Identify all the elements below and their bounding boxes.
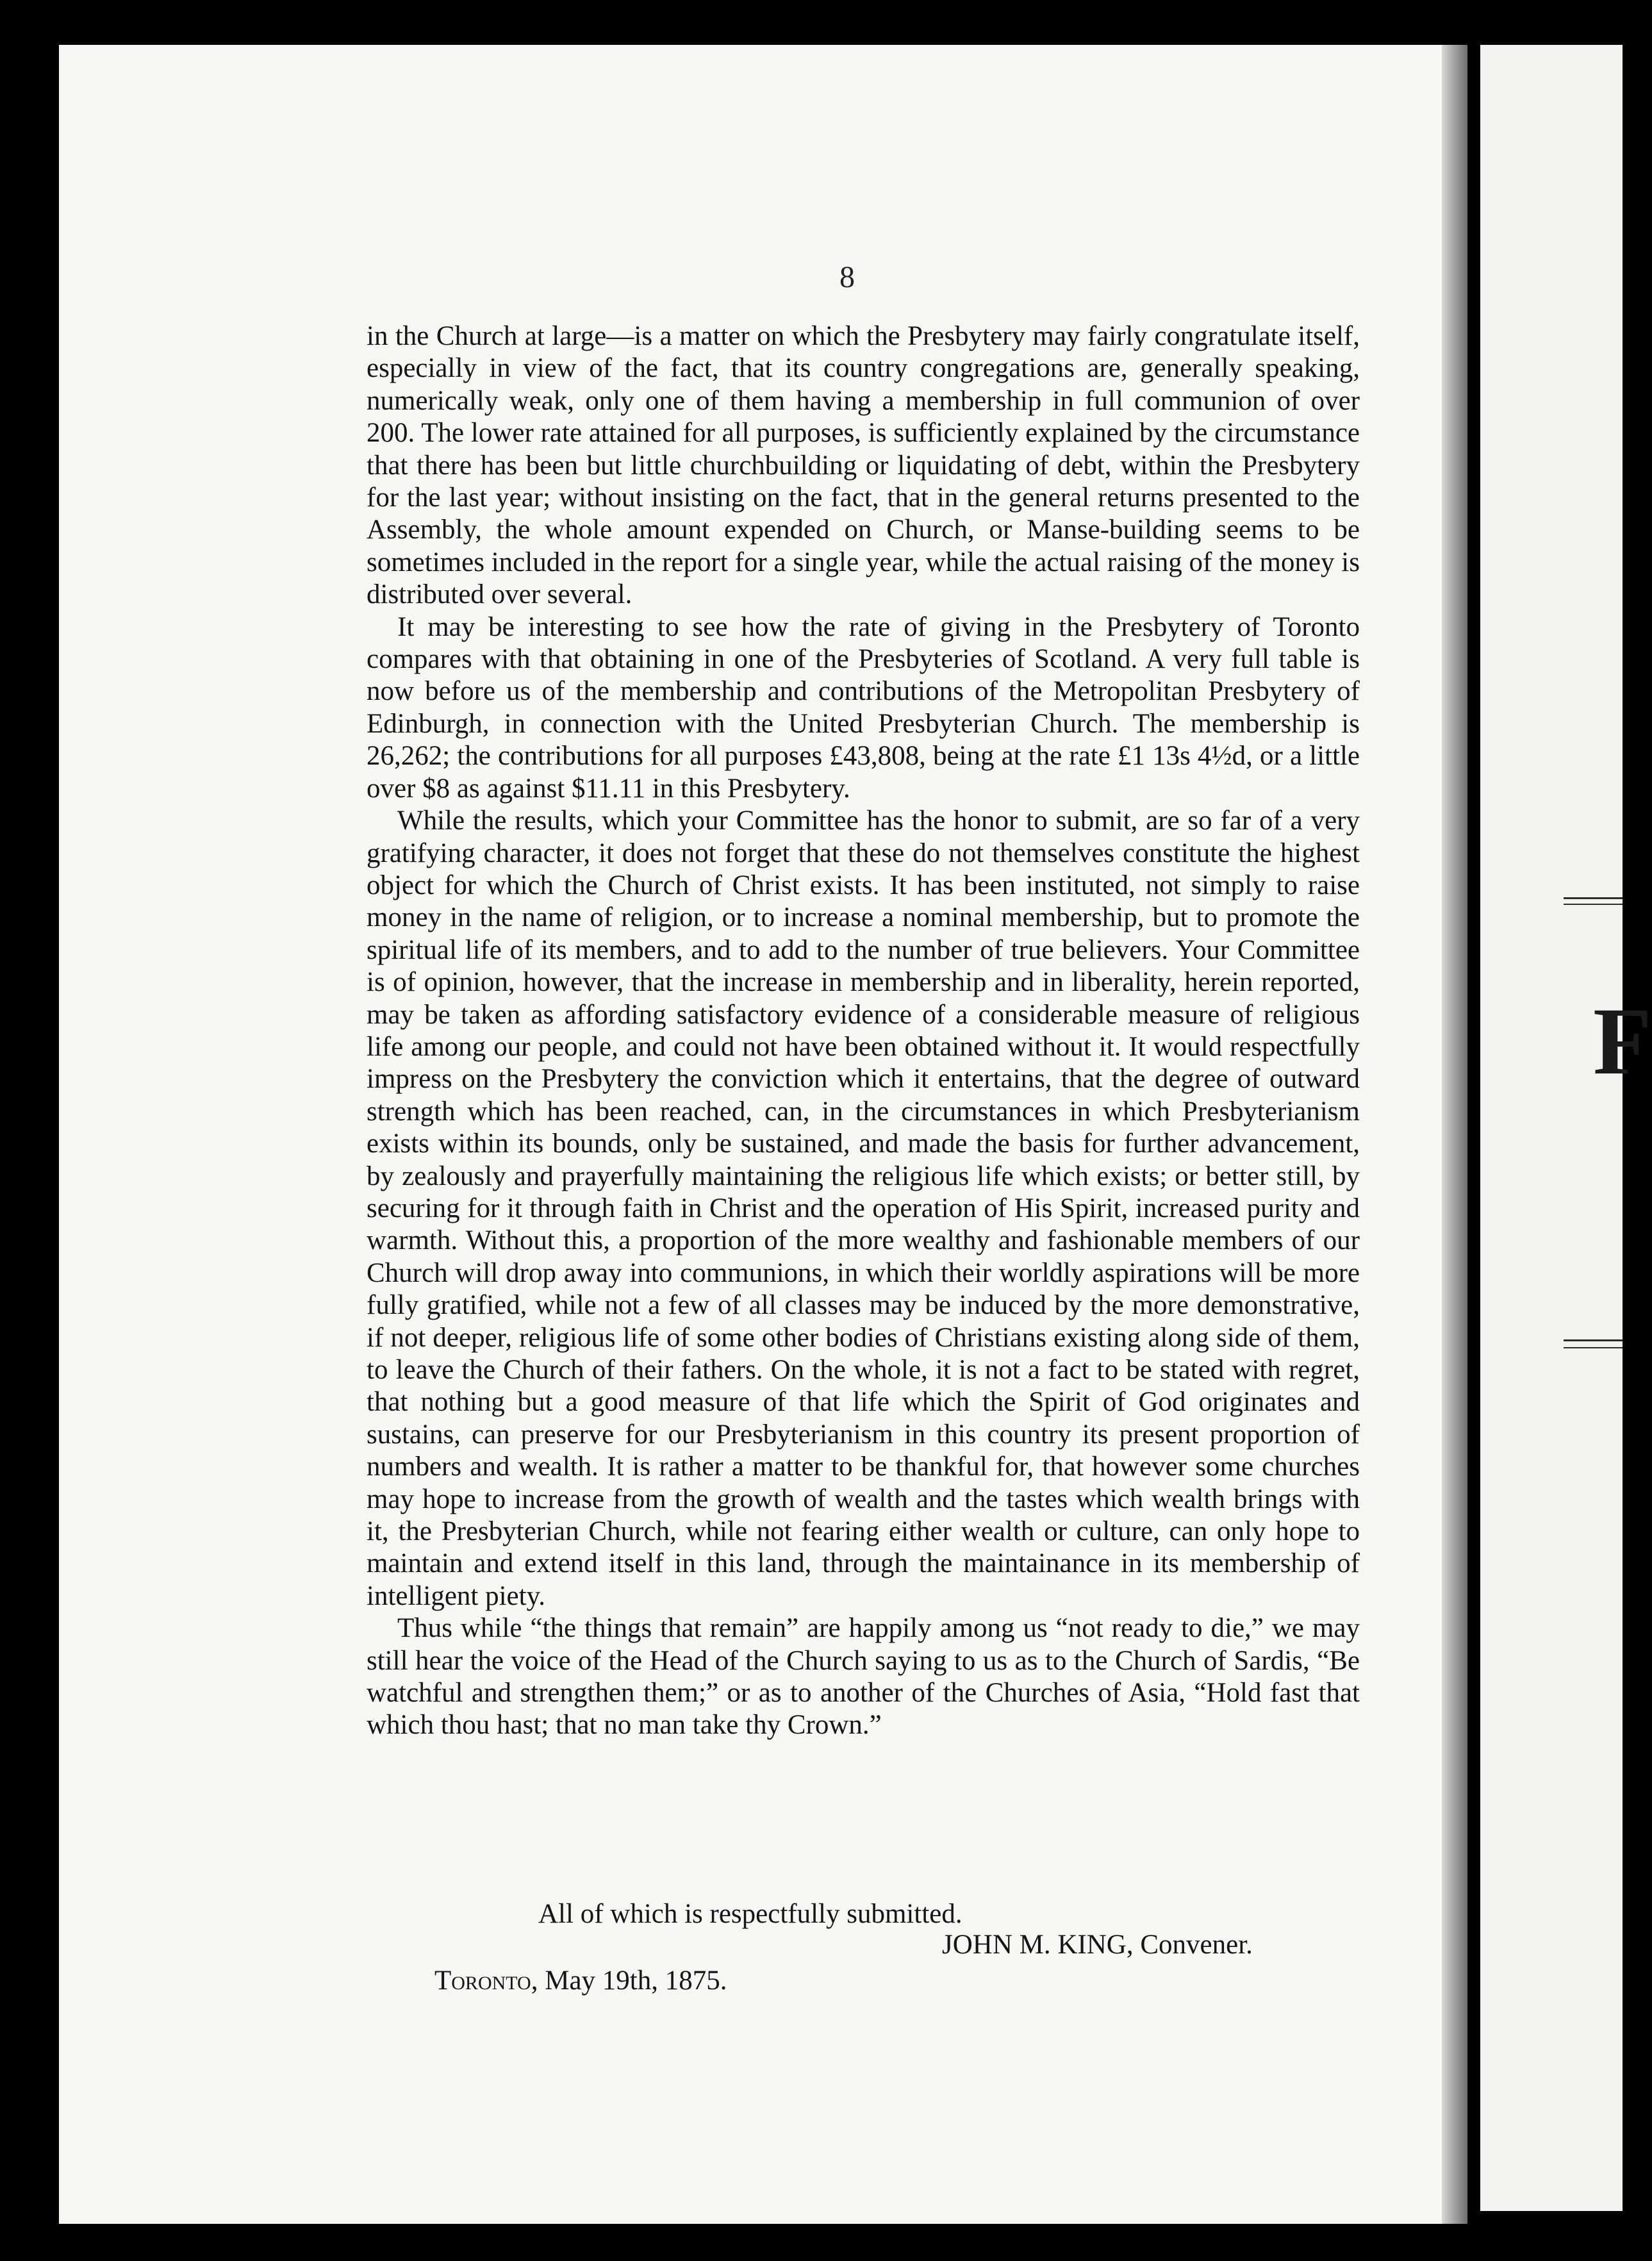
paragraph: Thus while “the things that remain” are happily among us “not ready to die,” we may still hear the voice of the Head of the Church saying to us as to the Church of Sardis, “Be watchful and strengthen them;” or as to another of the Churches of Asia, “Hold fast that which thou hast; that no man take thy Crown.” xyxy=(367,1613,1360,1741)
facing-page-rule xyxy=(1564,1339,1623,1341)
signature: JOHN M. KING, Convener. xyxy=(942,1930,1253,1960)
page-number: 8 xyxy=(839,260,855,294)
facing-page-rule xyxy=(1564,904,1623,905)
page-gutter-shadow xyxy=(1442,45,1467,2224)
facing-page-fragment xyxy=(1480,45,1652,2211)
closing-line: All of which is respectfully submitted. xyxy=(538,1899,962,1929)
facing-page-rule xyxy=(1564,897,1623,899)
facing-page-letter: F xyxy=(1593,988,1652,1095)
paragraph: It may be interesting to see how the rate of giving in the Presbytery of Toronto compares with that obtaining in one of the Presbyteries of Scotland. A very full table is now before us of the membership and contributions of the Metropolitan Presbytery of Edinburgh, in connection with the United Presbyterian Church. The membership is 26,262; the contributions for all purposes £43,808, being at the rate £1 13s 4½d, or a little over $8 as against $11.11 in this Presbytery. xyxy=(367,611,1360,804)
paragraph: While the results, which your Committee has the honor to submit, are so far of a very gratifying character, it does not forget that these do not themselves constitute the highest object for which the Church of Christ exists. It has been instituted, not simply to raise money in the name of religion, or to increase a nominal membership, but to promote the spiritual life of its members, and to add to the number of true believers. Your Committee is of opinion, however, that the increase in membership and in liberality, herein reported, may be taken as affording satisfactory evidence of a considerable measure of religious life among our people, and could not have been obtained without it. It would respectfully impress on the Presbytery the conviction which it entertains, that the degree of outward strength which has been reached, can, in the circumstances in which Presbyterianism exists within its bounds, only be sustained, and made the basis for further advancement, by zealously and prayerfully maintaining the religious life which exists; or better still, by securing for it through faith in Christ and the operation of His Spirit, increased purity and warmth. Without this, a proportion of the more wealthy and fashionable members of our Church will drop away into communions, in which their worldly aspirations will be more fully gratified, while not a few of all classes may be induced by the more demonstrative, if not deeper, religious life of some other bodies of Christians existing along side of them, to leave the Church of their fathers. On the whole, it is not a fact to be stated with regret, that nothing but a good measure of that life which the Spirit of God originates and sustains, can preserve for our Presbyterianism in this country its present proportion of numbers and wealth. It is rather a matter to be thankful for, that however some churches may hope to increase from the growth of wealth and the tastes which wealth brings with it, the Presbyterian Church, while not fearing either wealth or culture, can only hope to maintain and extend itself in this land, through the maintainance in its membership of intelligent piety. xyxy=(367,806,1360,1611)
place: Toronto, xyxy=(434,1966,538,1996)
report-body xyxy=(367,320,1360,1742)
facing-page-rule xyxy=(1564,1347,1623,1348)
date: May 19th, 1875. xyxy=(545,1966,727,1996)
paragraph: in the Church at large—is a matter on which the Presbytery may fairly congratulate itself, especially in view of the fact, that its country congregations are, generally speaking, numerically weak, only one of them having a membership in full communion of over 200. The lower rate attained for all purposes, is sufficiently explained by the circumstance that there has been but little churchbuilding or liquidating of debt, within the Presbytery for the last year; without insisting on the fact, that in the general returns presented to the Assembly, the whole amount expended on Church, or Manse-building seems to be sometimes included in the report for a single year, while the actual raising of the money is distributed over several. xyxy=(367,321,1360,610)
place-date xyxy=(434,1965,727,1996)
